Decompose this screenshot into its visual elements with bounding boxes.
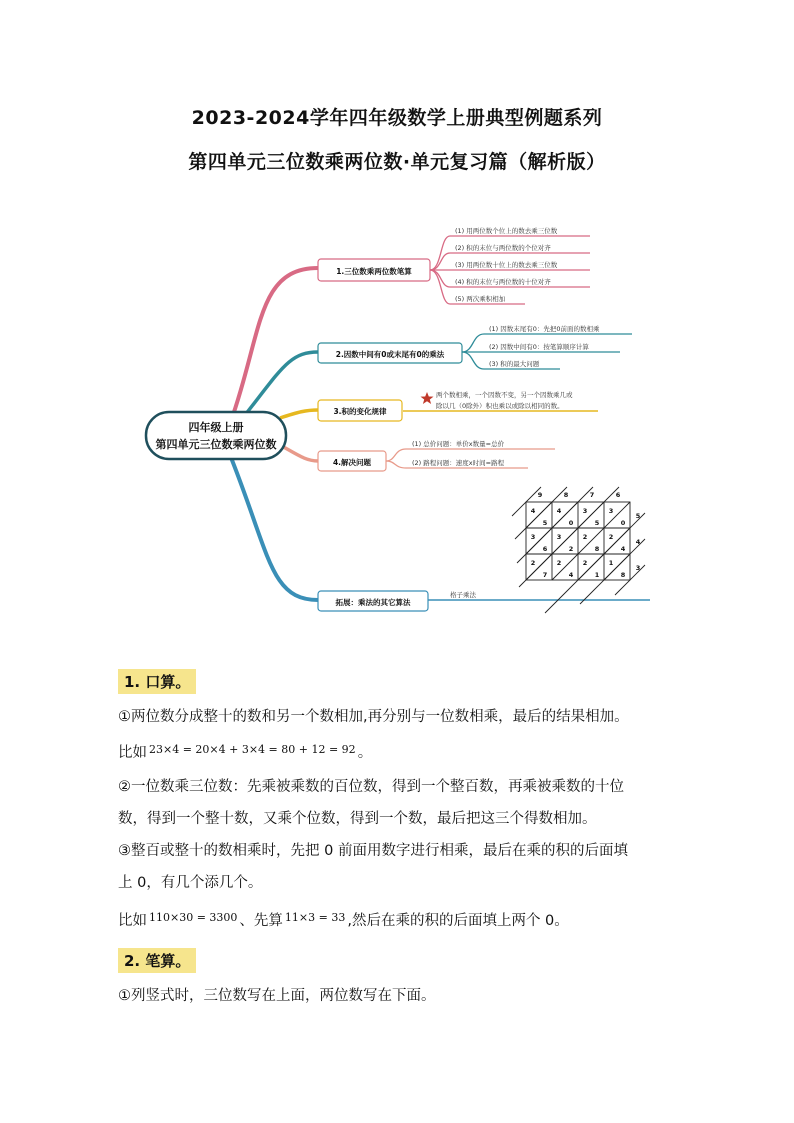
branch-label-2: 2.因数中间有0或末尾有0的乘法 bbox=[335, 350, 445, 359]
connector-branch-4 bbox=[280, 445, 318, 461]
lattice-cell-ones: 7 bbox=[542, 571, 548, 579]
paragraph-3a: ③整百或整十的数相乘时，先把 0 前面用数字进行相乘，最后在乘的积的后面填 bbox=[118, 843, 628, 859]
paragraph-1: ①两位数分成整十的数和另一个数相加,再分别与一位数相乘，最后的结果相加。 bbox=[118, 709, 629, 725]
connector-branch-1 bbox=[233, 268, 318, 415]
lattice-cell-tens: 3 bbox=[582, 507, 588, 515]
lattice-top-digit: 9 bbox=[537, 491, 543, 499]
lattice-cell-ones: 5 bbox=[594, 519, 600, 527]
leaf-5-1: 格子乘法 bbox=[450, 591, 476, 599]
lattice-cell-ones: 4 bbox=[568, 571, 574, 579]
math-expression: 110×30 = 3300 bbox=[149, 911, 238, 924]
lattice-right-digit: 4 bbox=[635, 538, 641, 546]
mindmap-root-node bbox=[146, 412, 286, 459]
leaf-4-2: (2) 路程问题：速度x时间=路程 bbox=[412, 459, 505, 467]
lattice-cell-ones: 0 bbox=[568, 519, 574, 527]
lattice-cell-ones: 8 bbox=[620, 571, 626, 579]
lattice-grid bbox=[526, 502, 630, 580]
connector-branch-5 bbox=[230, 455, 318, 600]
lattice-cell-ones: 0 bbox=[620, 519, 626, 527]
paragraph-2b: 数，得到一个整十数，又乘个位数，得到一个数，最后把这三个得数相加。 bbox=[118, 811, 597, 827]
paragraph-3b: 上 0，有几个添几个。 bbox=[118, 875, 263, 891]
lattice-cell-tens: 2 bbox=[530, 559, 536, 567]
leaf-1-4: (4) 积的末位与两位数的十位对齐 bbox=[455, 278, 551, 286]
leaf-2-3: (3) 积的最大问题 bbox=[489, 360, 540, 368]
branch-label-4: 4.解决问题 bbox=[332, 458, 372, 467]
note-3-1: 两个数相乘，一个因数不变，另一个因数乘几或 bbox=[436, 391, 573, 399]
leaf-4-1: (1) 总价问题：单价x数量=总价 bbox=[412, 440, 505, 448]
lattice-cell-ones: 6 bbox=[542, 545, 548, 553]
lattice-cell-ones: 2 bbox=[568, 545, 574, 553]
example-1: 比如 $^{23\times 4 = 20\times 4 + 3\times 4 = 80 + 12 = 92}$ 。 bbox=[118, 743, 373, 761]
leaf-1-3: (3) 用两位数十位上的数去乘三位数 bbox=[455, 261, 558, 269]
lattice-cell-tens: 2 bbox=[582, 559, 588, 567]
leaf-2-1: (1) 因数末尾有0：先把0前面的数相乘 bbox=[489, 325, 600, 333]
lattice-cell-tens: 2 bbox=[608, 533, 614, 541]
leaf-1-5: (5) 两次乘积相加 bbox=[455, 295, 506, 303]
lattice-top-digit: 7 bbox=[589, 491, 595, 499]
paragraph-2a: ②一位数乘三位数：先乘被乘数的百位数，得到一个整百数，再乘被乘数的十位 bbox=[118, 779, 624, 795]
connector-branch-3 bbox=[280, 410, 318, 418]
lattice-right-digit: 3 bbox=[635, 564, 641, 572]
branch-label-3: 3.积的变化规律 bbox=[333, 407, 387, 416]
lattice-cell-tens: 3 bbox=[530, 533, 536, 541]
lattice-cell-tens: 4 bbox=[556, 507, 562, 515]
star-icon bbox=[421, 392, 434, 404]
lattice-cell-ones: 1 bbox=[594, 571, 600, 579]
paragraph-4: ①列竖式时，三位数写在上面，两位数写在下面。 bbox=[118, 988, 436, 1004]
mindmap-root-line2: 第四单元三位数乘两位数 bbox=[155, 438, 277, 451]
example-2: 比如 $^{110\times 30 = 3300}$ 、先算 $^{11\times 3 = 33}$ ,然后在乘的积的后面填上两个 0。 bbox=[118, 911, 569, 929]
lattice-cell-tens: 2 bbox=[556, 559, 562, 567]
lattice-cell-tens: 4 bbox=[530, 507, 536, 515]
lattice-right-digit: 5 bbox=[635, 512, 641, 520]
lattice-top-digit: 6 bbox=[615, 491, 621, 499]
lattice-top-digit: 8 bbox=[563, 491, 569, 499]
math-expression: 11×3 = 33 bbox=[284, 911, 346, 924]
lattice-cell-ones: 8 bbox=[594, 545, 600, 553]
branch-label-5: 拓展：乘法的其它算法 bbox=[335, 598, 411, 607]
branch-label-1: 1.三位数乘两位数笔算 bbox=[336, 267, 412, 276]
leaf-2-2: (2) 因数中间有0：按笔算顺序计算 bbox=[489, 343, 589, 351]
lattice-cell-tens: 3 bbox=[556, 533, 562, 541]
lattice-cell-tens: 2 bbox=[582, 533, 588, 541]
math-expression: 23×4 = 20×4 + 3×4 = 80 + 12 = 92 bbox=[149, 743, 356, 756]
page-title: 2023-2024学年四年级数学上册典型例题系列 bbox=[191, 107, 603, 129]
section-heading-1: 1. 口算。 bbox=[118, 669, 196, 694]
leaf-1-2: (2) 积的末位与两位数的个位对齐 bbox=[455, 244, 551, 252]
leaf-1-1: (1) 用两位数个位上的数去乘三位数 bbox=[455, 227, 558, 235]
lattice-cell-tens: 1 bbox=[608, 559, 614, 567]
lattice-cell-ones: 5 bbox=[542, 519, 548, 527]
lattice-cell-tens: 3 bbox=[608, 507, 614, 515]
connector-branch-2 bbox=[245, 352, 318, 415]
page-subtitle: 第四单元三位数乘两位数·单元复习篇（解析版） bbox=[188, 151, 606, 173]
note-3-2: 除以几（0除外）积也乘以或除以相同的数。 bbox=[436, 402, 564, 410]
mindmap-root-line1: 四年级上册 bbox=[188, 421, 244, 434]
section-heading-2: 2. 笔算。 bbox=[118, 948, 196, 973]
lattice-cell-ones: 4 bbox=[620, 545, 626, 553]
